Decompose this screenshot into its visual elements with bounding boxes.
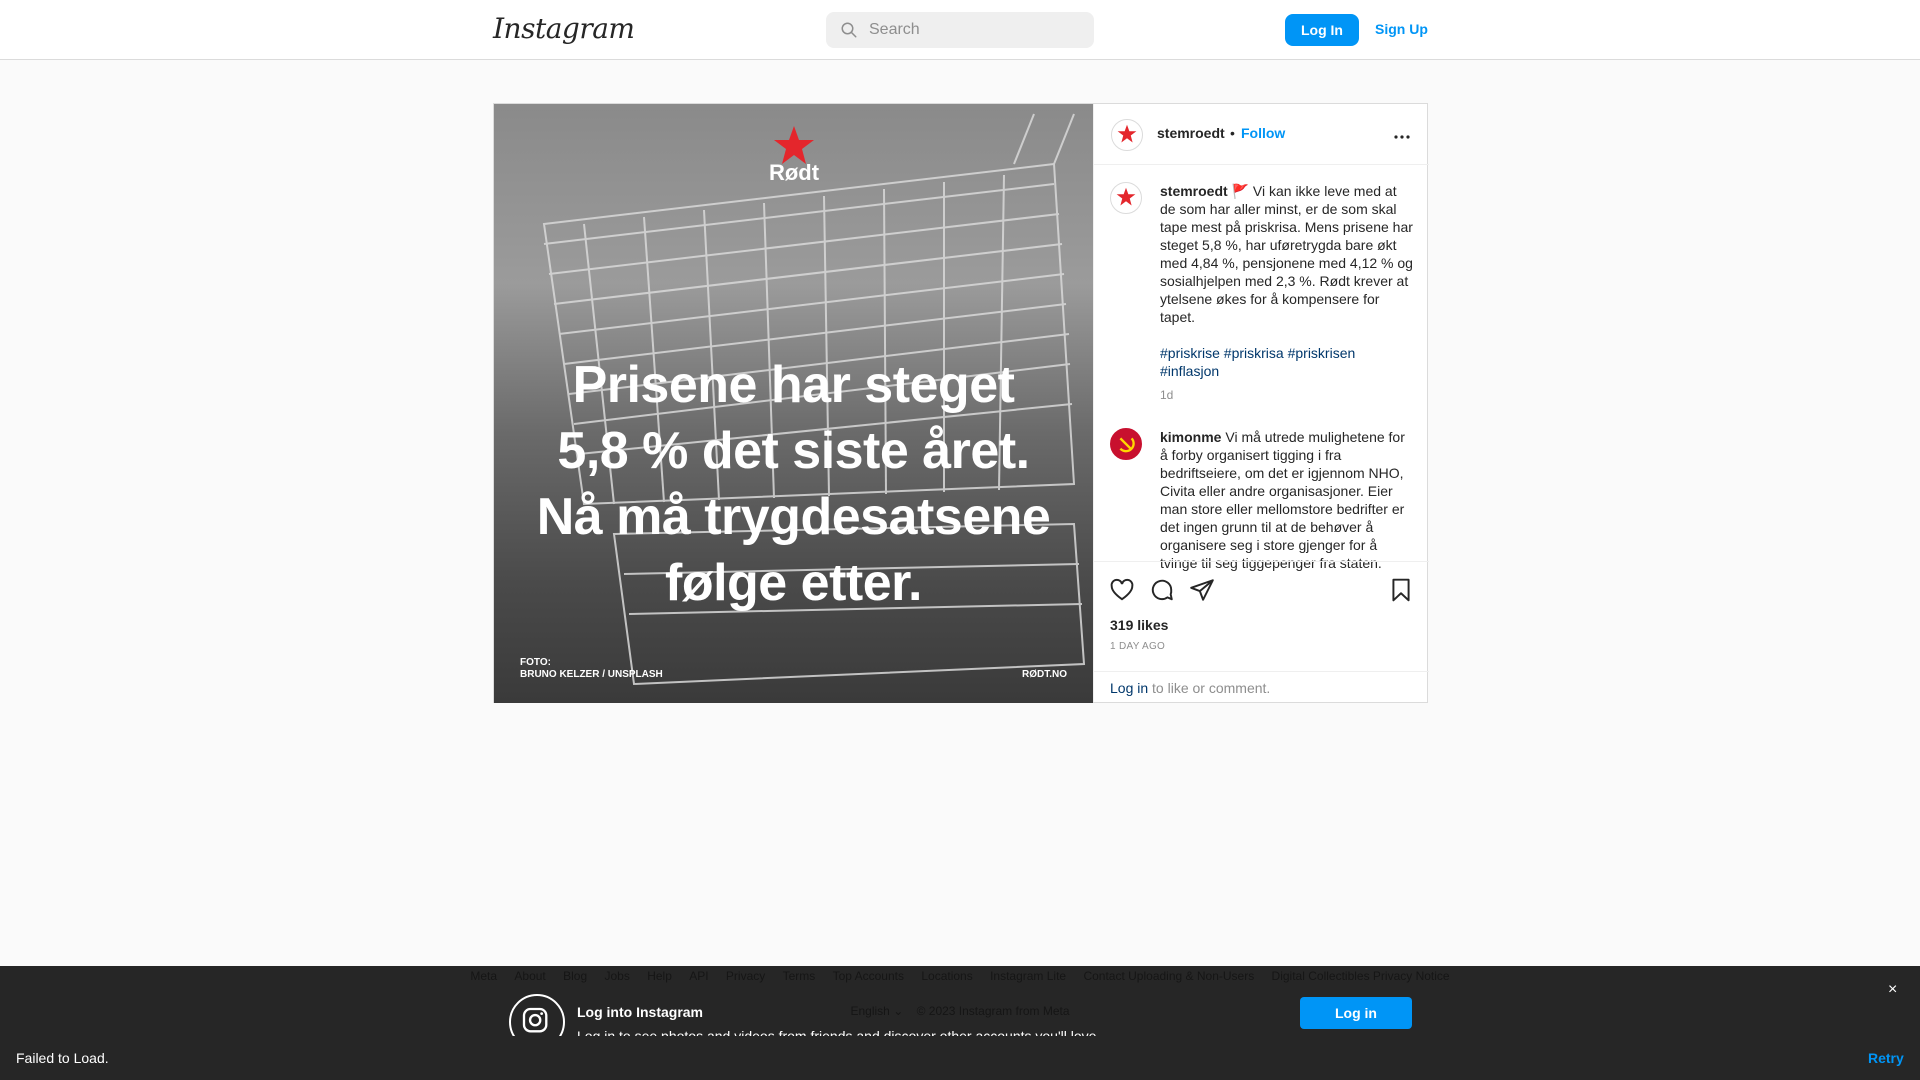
hammer-sickle-icon xyxy=(1111,429,1141,459)
author-username[interactable]: stemroedt xyxy=(1157,125,1225,141)
post-header xyxy=(1094,104,1429,165)
photo-credit xyxy=(520,657,663,681)
toast-message: Failed to Load. xyxy=(16,1050,109,1066)
photo-credit-name: BRUNO KELZER / UNSPLASH xyxy=(520,669,663,680)
comment-text: Vi må utrede mulighetene for å forby organisert tigging i fra bedriftseiere, om det er igjennom NHO, Civita eller andre organisasjoner. Eier man store eller mellomstore bedrifter er det ingen grunn til at de behøver å organisere seg i store gjenger for å tvinge til seg tiggepenger fra staten. xyxy=(1160,429,1405,571)
post-image[interactable] xyxy=(494,104,1093,703)
instagram-logo[interactable]: Instagram xyxy=(493,12,635,45)
search-box[interactable] xyxy=(826,12,1094,48)
red-star-icon xyxy=(1112,120,1142,150)
search-input[interactable] xyxy=(869,12,1084,48)
hashtag-links[interactable]: #priskrise #priskrisa #priskrisen #inflasjon xyxy=(1160,345,1356,379)
commenter-avatar[interactable] xyxy=(1110,428,1142,460)
top-navigation-bar xyxy=(0,0,1920,60)
search-icon xyxy=(840,21,858,39)
post-sidebar xyxy=(1093,104,1428,702)
post-actions xyxy=(1094,561,1429,671)
post-age: 1 DAY AGO xyxy=(1110,641,1166,652)
headline-line: Nå må trygdesatsene xyxy=(536,488,1051,546)
comment-body xyxy=(1160,428,1415,572)
caption-text: 🚩 Vi kan ikke leve med at de som har aller minst, er de som skal tape mest på priskrisa. Mens prisene har steget 5,8 %, har uføretrygda bare økt med 4,84 %, pensjonene med 4,12 % og sosialhjelpen med 2,3 %. Rødt krever at ytelsene økes for å kompensere for tapet. xyxy=(1160,183,1413,325)
like-heart-icon[interactable] xyxy=(1109,577,1135,603)
headline-line: Prisene har steget xyxy=(572,356,1015,414)
error-toast xyxy=(0,1036,1920,1080)
author-avatar[interactable] xyxy=(1110,182,1142,214)
caption-body xyxy=(1160,182,1415,404)
login-button[interactable]: Log In xyxy=(1285,14,1359,46)
image-headline xyxy=(494,352,1093,616)
brand-name: Rødt xyxy=(768,160,820,185)
headline-line: 5,8 % det siste året. xyxy=(557,422,1030,480)
banner-title: Log into Instagram xyxy=(577,1004,703,1020)
caption-timestamp: 1d xyxy=(1160,388,1174,402)
share-send-icon[interactable] xyxy=(1189,577,1215,603)
headline-line: følge etter. xyxy=(665,554,922,612)
image-site-url: RØDT.NO xyxy=(1022,669,1067,680)
likes-count[interactable]: 319 likes xyxy=(1110,617,1169,633)
comment-bubble-icon[interactable] xyxy=(1149,577,1175,603)
login-link[interactable]: Log in xyxy=(1110,680,1149,696)
comment-username[interactable]: kimonme xyxy=(1160,429,1222,445)
rodt-brand-logo xyxy=(754,124,834,186)
comment-username[interactable]: stemroedt xyxy=(1160,183,1228,199)
more-options-icon[interactable] xyxy=(1390,125,1414,149)
comments-section[interactable] xyxy=(1094,166,1429,571)
bookmark-save-icon[interactable] xyxy=(1388,577,1414,603)
follow-button[interactable]: Follow xyxy=(1241,125,1286,141)
signup-link[interactable]: Sign Up xyxy=(1375,21,1428,37)
login-prompt-text: to like or comment. xyxy=(1148,680,1271,696)
red-star-icon xyxy=(1111,183,1141,213)
login-to-comment-prompt xyxy=(1094,671,1429,702)
post-card xyxy=(493,103,1428,703)
separator-dot: • xyxy=(1230,125,1235,141)
retry-button[interactable]: Retry xyxy=(1868,1050,1904,1066)
author-avatar[interactable] xyxy=(1111,119,1143,151)
close-icon[interactable]: × xyxy=(1888,981,1898,998)
banner-login-button[interactable]: Log in xyxy=(1300,997,1412,1029)
photo-credit-label: FOTO: xyxy=(520,657,551,668)
